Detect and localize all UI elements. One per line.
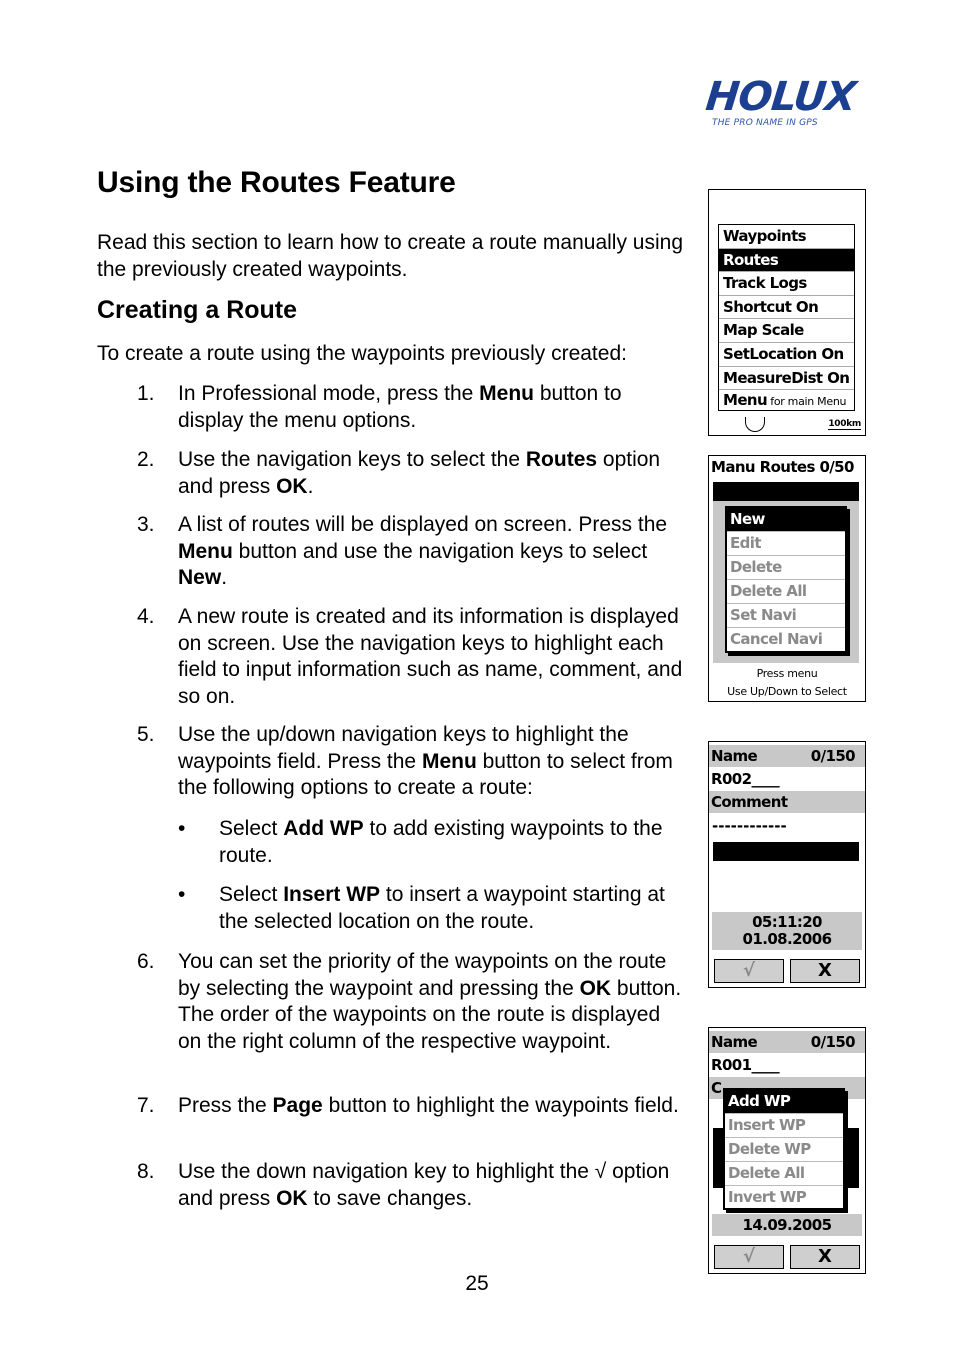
waypoint-context-menu bbox=[723, 1088, 845, 1210]
step-text: A list of routes will be displayed on screen. Press the Menu button and use the navigation keys to select New. bbox=[178, 513, 668, 589]
confirm-button[interactable]: √ bbox=[714, 959, 784, 983]
comment-field[interactable]: ------------ bbox=[712, 817, 787, 835]
step-text: Use the up/down navigation keys to highlight the waypoints field. Press the Menu button to select from the following options to create a route: bbox=[178, 723, 673, 799]
section-heading: Creating a Route bbox=[97, 296, 298, 324]
step-number: 1. bbox=[137, 382, 155, 405]
name-label: Name bbox=[711, 1033, 758, 1051]
bullet-dot: • bbox=[178, 817, 186, 840]
logo-tagline: THE PRO NAME IN GPS bbox=[712, 118, 818, 128]
step-text: In Professional mode, press the Menu button to display the menu options. bbox=[178, 382, 622, 432]
menu-footer: Menu for main Menu bbox=[723, 391, 847, 410]
menu-item-delete-all[interactable]: Delete All bbox=[725, 1162, 843, 1186]
menu-item-new[interactable]: New bbox=[727, 508, 845, 532]
holux-logo bbox=[703, 74, 858, 136]
step-number: 3. bbox=[137, 513, 155, 536]
menu-item-edit[interactable]: Edit bbox=[727, 532, 845, 556]
menu-item-delete[interactable]: Delete bbox=[727, 556, 845, 580]
name-label: Name bbox=[711, 747, 758, 765]
menu-item-track-logs[interactable]: Track Logs bbox=[719, 272, 854, 296]
menu-item-set-location[interactable]: SetLocation On bbox=[719, 343, 854, 367]
page-number: 25 bbox=[465, 1272, 489, 1295]
confirm-button[interactable]: √ bbox=[714, 1245, 784, 1269]
logo-brand: HOLUX bbox=[703, 74, 858, 120]
comment-label-partial: C bbox=[711, 1079, 722, 1097]
route-name-field[interactable]: R001____ bbox=[711, 1056, 780, 1074]
menu-item-measure-dist[interactable]: MeasureDist On bbox=[719, 367, 854, 391]
step-text: A new route is created and its information is displayed on screen. Use the navigation keys to highlight each field to input information such as name, comment, and so on. bbox=[178, 605, 683, 708]
main-menu-list bbox=[718, 224, 855, 411]
count-readout: 0/150 bbox=[810, 747, 855, 765]
step-number: 5. bbox=[137, 723, 155, 746]
menu-item-delete-all[interactable]: Delete All bbox=[727, 580, 845, 604]
step-text: Use the down navigation key to highlight the √ option and press OK to save changes. bbox=[178, 1160, 670, 1210]
menu-item-delete-wp[interactable]: Delete WP bbox=[725, 1138, 843, 1162]
routes-selected-bar bbox=[713, 482, 859, 501]
comment-label: Comment bbox=[711, 793, 788, 811]
step-number: 2. bbox=[137, 448, 155, 471]
bullet-dot: • bbox=[178, 883, 186, 906]
page-title: Using the Routes Feature bbox=[97, 166, 456, 199]
step-number: 8. bbox=[137, 1160, 155, 1183]
intro-paragraph: Read this section to learn how to create a route manually using the previously created waypoints. bbox=[97, 231, 684, 281]
lead-paragraph: To create a route using the waypoints previously created: bbox=[97, 342, 627, 365]
menu-item-insert-wp[interactable]: Insert WP bbox=[725, 1114, 843, 1138]
menu-item-map-scale[interactable]: Map Scale bbox=[719, 319, 854, 343]
route-name-field[interactable]: R002____ bbox=[711, 770, 780, 788]
step-number: 6. bbox=[137, 950, 155, 973]
compass-icon bbox=[745, 417, 765, 432]
step-number: 4. bbox=[137, 605, 155, 628]
cancel-button[interactable]: X bbox=[790, 959, 860, 983]
routes-context-menu bbox=[725, 506, 847, 653]
date-readout: 14.09.2005 bbox=[742, 1216, 832, 1234]
gps-screen-routes-menu bbox=[708, 455, 866, 702]
cancel-button[interactable]: X bbox=[790, 1245, 860, 1269]
bullet-text: Select Add WP to add existing waypoints to the route. bbox=[219, 817, 663, 867]
step-text: Press the Page button to highlight the waypoints field. bbox=[178, 1094, 679, 1117]
menu-item-add-wp[interactable]: Add WP bbox=[725, 1090, 843, 1114]
hint-press-menu: Press menu bbox=[756, 667, 818, 680]
step-text: Use the navigation keys to select the Routes option and press OK. bbox=[178, 448, 661, 498]
scale-readout: 100km bbox=[828, 419, 861, 429]
menu-item-set-navi[interactable]: Set Navi bbox=[727, 604, 845, 628]
menu-item-invert-wp[interactable]: Invert WP bbox=[728, 1188, 807, 1206]
menu-item-cancel-navi[interactable]: Cancel Navi bbox=[730, 630, 823, 648]
step-number: 7. bbox=[137, 1094, 155, 1117]
step-text: You can set the priority of the waypoints on the route by selecting the waypoint and pressing the OK button. The order of the waypoints on the route is displayed on the right column of the respective waypoint. bbox=[178, 950, 682, 1053]
menu-item-waypoints[interactable]: Waypoints bbox=[719, 225, 854, 249]
routes-header: Manu Routes 0/50 bbox=[711, 458, 854, 476]
count-readout: 0/150 bbox=[810, 1033, 855, 1051]
menu-item-shortcut[interactable]: Shortcut On bbox=[719, 296, 854, 320]
bullet-text: Select Insert WP to insert a waypoint starting at the selected location on the route. bbox=[219, 883, 665, 933]
gps-screen-main-menu bbox=[708, 189, 866, 436]
menu-item-routes[interactable]: Routes bbox=[719, 249, 854, 273]
waypoints-field-highlight[interactable] bbox=[713, 842, 859, 861]
hint-up-down: Use Up/Down to Select bbox=[727, 685, 847, 698]
date-readout: 01.08.2006 bbox=[742, 930, 832, 948]
gps-screen-new-route bbox=[708, 741, 866, 988]
gps-screen-waypoint-options bbox=[708, 1027, 866, 1274]
time-readout: 05:11:20 bbox=[752, 913, 822, 931]
